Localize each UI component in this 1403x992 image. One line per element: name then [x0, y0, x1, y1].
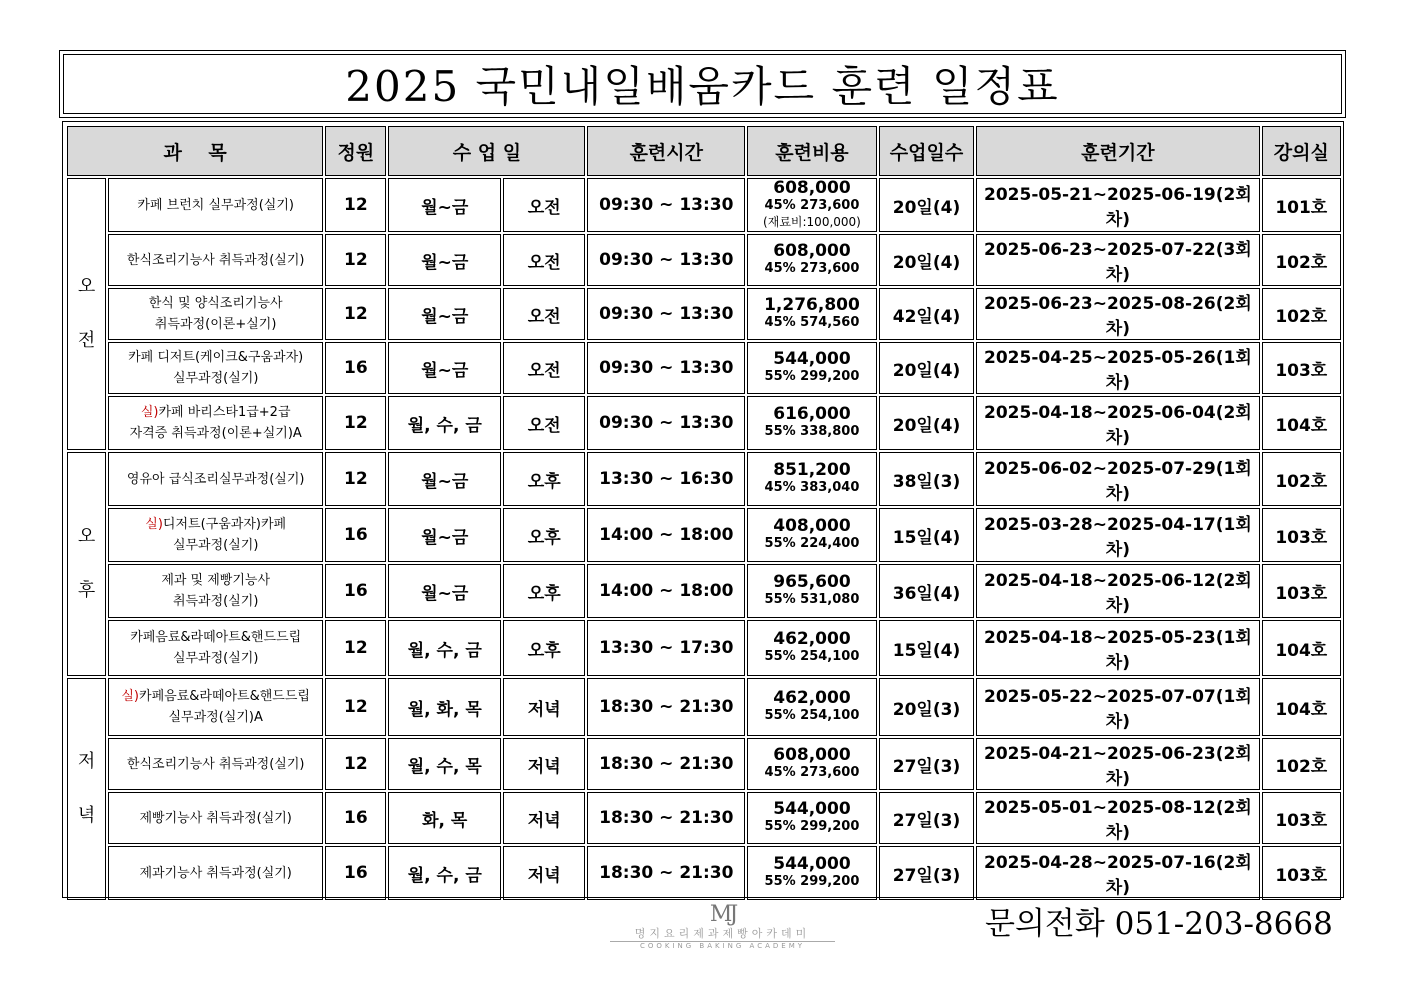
capacity-cell: 12: [325, 678, 386, 736]
course-name-line: [109, 195, 322, 216]
training-time-cell: 13:30 ~ 16:30: [587, 452, 745, 506]
training-time-cell: 09:30 ~ 13:30: [587, 288, 745, 340]
training-period-cell: 2025-06-23~2025-07-22(3회차): [976, 234, 1259, 286]
fee-self-pay: 55% 299,200: [764, 369, 860, 384]
fee-cell: [747, 342, 877, 394]
header-row: [67, 126, 1341, 176]
room-cell: 103호: [1262, 564, 1341, 618]
training-time-cell: 14:00 ~ 18:00: [587, 508, 745, 562]
class-days-cell: 월, 수, 금: [388, 396, 501, 450]
fee-self-pay: 55% 254,100: [764, 649, 860, 664]
course-name-line: [109, 314, 322, 335]
fee-amount: 851,200: [773, 460, 851, 480]
course-name-text: 실무과정(실기)A: [168, 710, 263, 725]
class-days-cell: 월~금: [388, 452, 501, 506]
contact-phone: 문의전화 051-203-8668: [985, 906, 1333, 942]
class-days-cell: 월~금: [388, 234, 501, 286]
table-row: [67, 846, 1341, 900]
fee-self-pay: 55% 224,400: [764, 536, 860, 551]
logo-mark: MJ: [709, 902, 736, 927]
course-name-line: [109, 591, 322, 612]
fee-amount: 462,000: [773, 688, 851, 708]
training-period-cell: 2025-03-28~2025-04-17(1회차): [976, 508, 1259, 562]
time-slot-cell: 저녁: [503, 678, 585, 736]
course-name-cell: [108, 620, 323, 676]
course-name-line: [109, 627, 322, 648]
course-name-text: 제과 및 제빵기능사: [161, 573, 271, 588]
period-group-eve: [67, 678, 106, 900]
fee-amount: 544,000: [773, 799, 851, 819]
days-count-cell: 20일(3): [879, 678, 974, 736]
course-name-cell: [108, 564, 323, 618]
course-name-cell: [108, 178, 323, 232]
course-name-text: 자격증 취득과정(이론+실기)A: [129, 426, 302, 441]
days-count-cell: 20일(4): [879, 342, 974, 394]
course-name-cell: [108, 846, 323, 900]
course-name-line: [109, 808, 322, 829]
room-cell: 104호: [1262, 678, 1341, 736]
course-name-line: [109, 570, 322, 591]
time-slot-cell: 오전: [503, 178, 585, 232]
table-row: [67, 396, 1341, 450]
days-count-cell: 27일(3): [879, 792, 974, 844]
course-name-cell: [108, 234, 323, 286]
fee-cell: [747, 396, 877, 450]
training-time-cell: 18:30 ~ 21:30: [587, 738, 745, 790]
training-time-cell: 18:30 ~ 21:30: [587, 846, 745, 900]
days-count-cell: 27일(3): [879, 738, 974, 790]
training-period-cell: 2025-04-18~2025-06-12(2회차): [976, 564, 1259, 618]
fee-cell: [747, 508, 877, 562]
header-days-count: 수업일수: [879, 126, 974, 176]
class-days-cell: 월~금: [388, 178, 501, 232]
header-room: 강의실: [1262, 126, 1341, 176]
days-count-cell: 20일(4): [879, 178, 974, 232]
course-name-cell: [108, 738, 323, 790]
course-name-cell: [108, 678, 323, 736]
fee-amount: 544,000: [773, 349, 851, 369]
time-slot-cell: 오후: [503, 620, 585, 676]
course-name-cell: [108, 508, 323, 562]
table-row: [67, 342, 1341, 394]
fee-cell: [747, 620, 877, 676]
course-name-line: [109, 686, 322, 707]
fee-cell: [747, 234, 877, 286]
time-slot-cell: 오전: [503, 342, 585, 394]
period-group-char: 전: [77, 330, 96, 351]
course-name-line: [109, 250, 322, 271]
room-cell: 101호: [1262, 178, 1341, 232]
fee-self-pay: 45% 273,600: [764, 261, 860, 276]
period-group-am: [67, 178, 106, 450]
class-days-cell: 월~금: [388, 564, 501, 618]
course-name-text: 한식 및 양식조리기능사: [148, 296, 283, 311]
course-name-line: [109, 514, 322, 535]
course-name-text: 카페 디저트(케이크&구움과자): [128, 350, 304, 365]
header-period: 훈련기간: [976, 126, 1259, 176]
course-name-text: 취득과정(이론+실기): [154, 317, 277, 332]
course-name-text: 카페 브런치 실무과정(실기): [137, 197, 294, 213]
class-days-cell: 월, 수, 금: [388, 846, 501, 900]
course-name-text: 카페음료&라떼아트&핸드드립: [130, 630, 302, 645]
room-cell: 104호: [1262, 396, 1341, 450]
room-cell: 102호: [1262, 234, 1341, 286]
fee-cell: [747, 564, 877, 618]
training-time-cell: 18:30 ~ 21:30: [587, 678, 745, 736]
time-slot-cell: 오전: [503, 234, 585, 286]
course-name-line: [109, 368, 322, 389]
course-name-text: 취득과정(실기): [172, 594, 259, 609]
course-name-line: [109, 423, 322, 444]
training-time-cell: 14:00 ~ 18:00: [587, 564, 745, 618]
training-period-cell: 2025-05-01~2025-08-12(2회차): [976, 792, 1259, 844]
class-days-cell: 월, 수, 금: [388, 620, 501, 676]
capacity-cell: 16: [325, 846, 386, 900]
days-count-cell: 20일(4): [879, 234, 974, 286]
capacity-cell: 16: [325, 564, 386, 618]
capacity-cell: 12: [325, 738, 386, 790]
days-count-cell: 20일(4): [879, 396, 974, 450]
training-period-cell: 2025-04-25~2025-05-26(1회차): [976, 342, 1259, 394]
course-name-text: 카페 바리스타1급+2급: [158, 405, 291, 420]
fee-amount: 965,600: [773, 572, 851, 592]
capacity-cell: 12: [325, 178, 386, 232]
course-name-text: 한식조리기능사 취득과정(실기): [126, 756, 305, 772]
time-slot-cell: 오전: [503, 288, 585, 340]
fee-self-pay: 55% 254,100: [764, 708, 860, 723]
table-row: [67, 234, 1341, 286]
time-slot-cell: 오전: [503, 396, 585, 450]
course-name-cell: [108, 342, 323, 394]
fee-self-pay: 45% 383,040: [764, 480, 860, 495]
period-group-char: 오: [77, 526, 96, 547]
title-inner-border: [63, 54, 1342, 114]
course-name-line: [109, 347, 322, 368]
time-slot-cell: 저녁: [503, 846, 585, 900]
course-name-text: 카페음료&라떼아트&핸드드립: [139, 689, 310, 704]
training-period-cell: 2025-04-28~2025-07-16(2회차): [976, 846, 1259, 900]
logo-english-name: COOKING BAKING ACADEMY: [639, 942, 806, 950]
course-name-line: [109, 863, 322, 884]
period-group-char: 후: [77, 580, 96, 601]
training-time-cell: 13:30 ~ 17:30: [587, 620, 745, 676]
course-name-cell: [108, 792, 323, 844]
time-slot-cell: 오후: [503, 508, 585, 562]
fee-amount: 608,000: [773, 178, 851, 198]
room-cell: 104호: [1262, 620, 1341, 676]
time-slot-cell: 저녁: [503, 738, 585, 790]
course-name-text: 한식조리기능사 취득과정(실기): [126, 252, 305, 268]
fee-cell: [747, 738, 877, 790]
table-row: [67, 288, 1341, 340]
fee-cell: [747, 178, 877, 232]
course-prefix: 실): [140, 405, 159, 420]
course-name-text: 실무과정(실기): [172, 371, 259, 386]
days-count-cell: 36일(4): [879, 564, 974, 618]
fee-self-pay: 55% 338,800: [764, 424, 860, 439]
fee-self-pay: 55% 531,080: [764, 592, 860, 607]
table-row: [67, 678, 1341, 736]
fee-amount: 616,000: [773, 404, 851, 424]
training-period-cell: 2025-04-18~2025-05-23(1회차): [976, 620, 1259, 676]
time-slot-cell: 저녁: [503, 792, 585, 844]
schedule-table-frame: [62, 121, 1344, 898]
header-capacity: 정원: [325, 126, 386, 176]
header-fee: 훈련비용: [747, 126, 877, 176]
days-count-cell: 42일(4): [879, 288, 974, 340]
training-time-cell: 09:30 ~ 13:30: [587, 178, 745, 232]
course-name-line: [109, 469, 322, 490]
course-name-line: [109, 707, 322, 728]
room-cell: 103호: [1262, 342, 1341, 394]
room-cell: 102호: [1262, 452, 1341, 506]
class-days-cell: 월, 수, 목: [388, 738, 501, 790]
time-slot-cell: 오후: [503, 564, 585, 618]
period-group-char: 녁: [77, 805, 96, 826]
course-name-text: 실무과정(실기): [172, 538, 259, 553]
time-slot-cell: 오후: [503, 452, 585, 506]
capacity-cell: 12: [325, 288, 386, 340]
days-count-cell: 27일(3): [879, 846, 974, 900]
room-cell: 103호: [1262, 846, 1341, 900]
course-name-text: 영유아 급식조리실무과정(실기): [126, 471, 305, 487]
course-name-text: 제빵기능사 취득과정(실기): [139, 810, 292, 826]
fee-self-pay: 55% 299,200: [764, 874, 860, 889]
fee-amount: 1,276,800: [764, 295, 860, 315]
academy-logo: [610, 903, 835, 953]
header-subject: 과 목: [67, 126, 323, 176]
period-group-pm: [67, 452, 106, 676]
page-title: 2025 국민내일배움카드 훈련 일정표: [345, 62, 1060, 111]
class-days-cell: 월~금: [388, 342, 501, 394]
fee-cell: [747, 792, 877, 844]
logo-korean-name: 명지요리제과제빵아카데미: [610, 927, 835, 942]
capacity-cell: 16: [325, 342, 386, 394]
training-time-cell: 09:30 ~ 13:30: [587, 342, 745, 394]
fee-cell: [747, 288, 877, 340]
capacity-cell: 16: [325, 508, 386, 562]
fee-self-pay: 45% 574,560: [764, 315, 860, 330]
training-period-cell: 2025-04-21~2025-06-23(2회차): [976, 738, 1259, 790]
course-prefix: 실): [121, 689, 140, 704]
training-time-cell: 09:30 ~ 13:30: [587, 234, 745, 286]
course-name-text: 제과기능사 취득과정(실기): [139, 865, 292, 881]
table-row: [67, 178, 1341, 232]
table-row: [67, 564, 1341, 618]
table-row: [67, 620, 1341, 676]
capacity-cell: 16: [325, 792, 386, 844]
fee-cell: [747, 678, 877, 736]
capacity-cell: 12: [325, 396, 386, 450]
days-count-cell: 15일(4): [879, 620, 974, 676]
training-period-cell: 2025-06-02~2025-07-29(1회차): [976, 452, 1259, 506]
course-prefix: 실): [145, 517, 163, 532]
room-cell: 102호: [1262, 288, 1341, 340]
fee-amount: 462,000: [773, 629, 851, 649]
course-name-cell: [108, 452, 323, 506]
table-row: [67, 792, 1341, 844]
capacity-cell: 12: [325, 620, 386, 676]
training-time-cell: 09:30 ~ 13:30: [587, 396, 745, 450]
fee-amount: 608,000: [773, 241, 851, 261]
fee-amount: 408,000: [773, 516, 851, 536]
course-name-line: [109, 648, 322, 669]
header-time: 훈련시간: [587, 126, 745, 176]
training-period-cell: 2025-04-18~2025-06-04(2회차): [976, 396, 1259, 450]
fee-material-note: (재료비:100,000): [763, 214, 861, 229]
fee-self-pay: 45% 273,600: [764, 765, 860, 780]
course-name-line: [109, 754, 322, 775]
class-days-cell: 월~금: [388, 508, 501, 562]
fee-amount: 544,000: [773, 854, 851, 874]
room-cell: 102호: [1262, 738, 1341, 790]
class-days-cell: 월, 화, 목: [388, 678, 501, 736]
course-name-line: [109, 293, 322, 314]
period-group-char: 저: [77, 751, 96, 772]
room-cell: 103호: [1262, 792, 1341, 844]
course-name-text: 디저트(구움과자)카페: [162, 517, 287, 532]
table-row: [67, 508, 1341, 562]
course-name-line: [109, 535, 322, 556]
fee-self-pay: 45% 273,600: [764, 197, 860, 213]
capacity-cell: 12: [325, 452, 386, 506]
course-name-cell: [108, 288, 323, 340]
training-period-cell: 2025-06-23~2025-08-26(2회차): [976, 288, 1259, 340]
class-days-cell: 월~금: [388, 288, 501, 340]
days-count-cell: 38일(3): [879, 452, 974, 506]
training-period-cell: 2025-05-22~2025-07-07(1회차): [976, 678, 1259, 736]
header-class-days: 수 업 일: [388, 126, 585, 176]
training-time-cell: 18:30 ~ 21:30: [587, 792, 745, 844]
title-box: [59, 50, 1346, 118]
fee-cell: [747, 452, 877, 506]
class-days-cell: 화, 목: [388, 792, 501, 844]
fee-amount: 608,000: [773, 745, 851, 765]
schedule-table: [65, 124, 1343, 902]
fee-self-pay: 55% 299,200: [764, 819, 860, 834]
period-group-char: 오: [77, 276, 96, 297]
table-row: [67, 452, 1341, 506]
training-period-cell: 2025-05-21~2025-06-19(2회차): [976, 178, 1259, 232]
capacity-cell: 12: [325, 234, 386, 286]
fee-cell: [747, 846, 877, 900]
table-row: [67, 738, 1341, 790]
room-cell: 103호: [1262, 508, 1341, 562]
days-count-cell: 15일(4): [879, 508, 974, 562]
course-name-line: [109, 402, 322, 423]
course-name-text: 실무과정(실기): [172, 651, 259, 666]
course-name-cell: [108, 396, 323, 450]
